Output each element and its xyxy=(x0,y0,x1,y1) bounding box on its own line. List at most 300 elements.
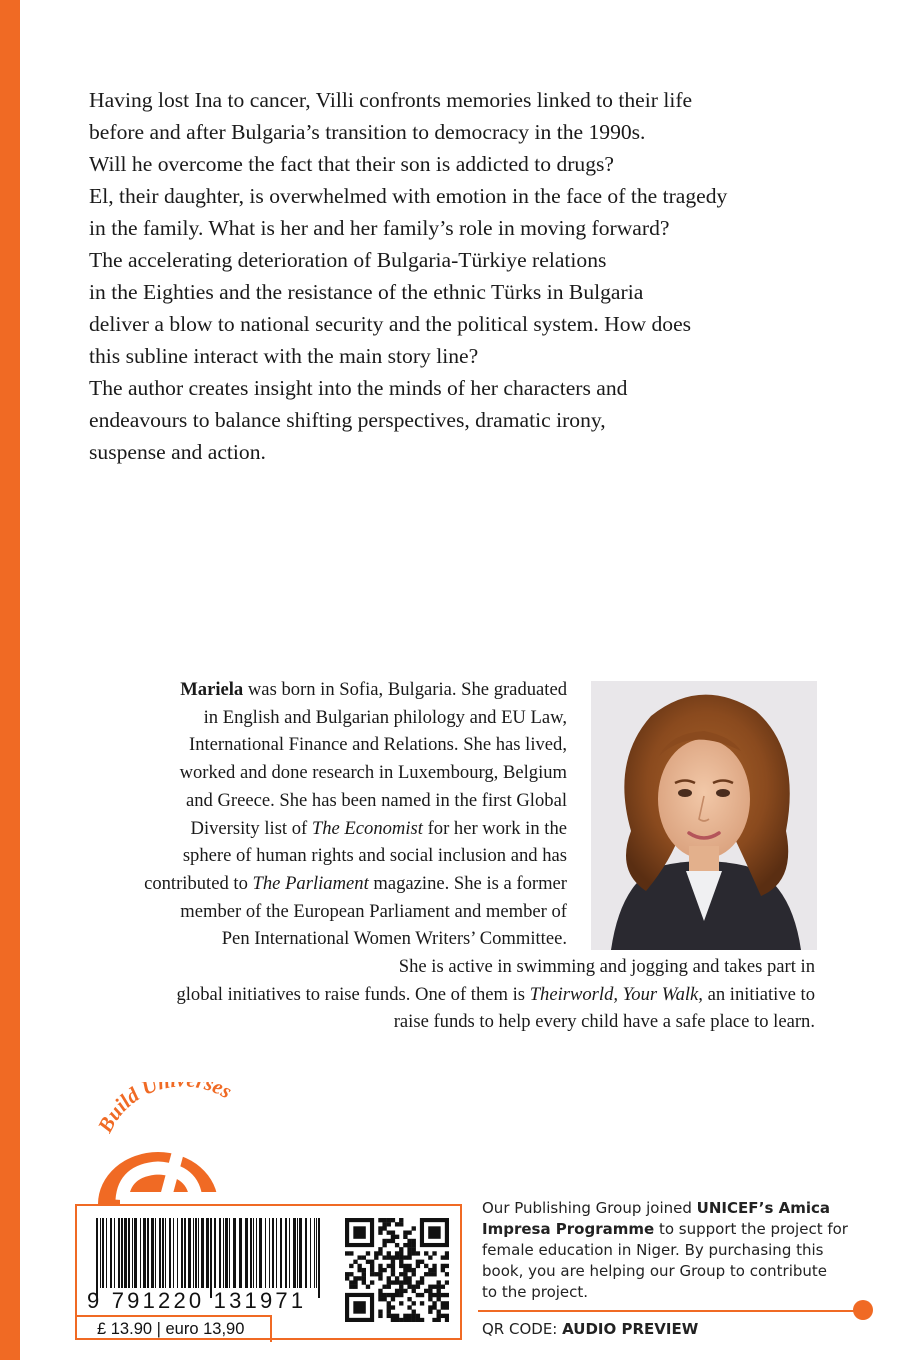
barcode-bar xyxy=(210,1218,212,1298)
qr-module xyxy=(391,1235,395,1239)
qr-module xyxy=(403,1268,407,1272)
qr-module xyxy=(370,1264,374,1268)
qr-module xyxy=(428,1289,432,1293)
qr-module xyxy=(445,1318,449,1322)
unicef-line: book, you are helping our Group to contribute xyxy=(482,1262,828,1280)
blurb-line: Will he overcome the fact that their son is addicted to drugs? xyxy=(89,152,615,176)
qr-module xyxy=(378,1297,382,1301)
barcode-bar xyxy=(134,1218,137,1288)
qr-module xyxy=(407,1305,411,1309)
publication-title: The Economist xyxy=(311,817,423,839)
qr-module xyxy=(378,1247,382,1251)
qr-module xyxy=(412,1226,416,1230)
barcode-bar xyxy=(250,1218,252,1288)
qr-module xyxy=(420,1276,424,1280)
qr-module xyxy=(424,1272,428,1276)
qr-module xyxy=(387,1305,391,1309)
qr-module xyxy=(432,1301,436,1305)
qr-module xyxy=(399,1264,403,1268)
qr-module xyxy=(387,1293,391,1297)
qr-module xyxy=(391,1297,395,1301)
qr-module xyxy=(370,1280,374,1284)
barcode-bar xyxy=(181,1218,183,1288)
qr-module xyxy=(407,1251,411,1255)
qr-module xyxy=(441,1264,445,1268)
qr-module xyxy=(403,1289,407,1293)
qr-module xyxy=(387,1301,391,1305)
barcode-price-box xyxy=(75,1204,462,1340)
qr-module xyxy=(353,1285,357,1289)
qr-module xyxy=(391,1239,395,1243)
qr-module xyxy=(424,1251,428,1255)
publication-title: The Parliament xyxy=(252,872,369,894)
qr-module xyxy=(432,1251,436,1255)
qr-module xyxy=(378,1230,382,1234)
qr-module xyxy=(399,1251,403,1255)
qr-module xyxy=(399,1293,403,1297)
qr-module xyxy=(357,1268,361,1272)
qr-module xyxy=(357,1264,361,1268)
qr-module xyxy=(370,1272,374,1276)
bio-line: sphere of human rights and social inclusion and has xyxy=(182,845,567,867)
qr-module xyxy=(374,1272,378,1276)
qr-module xyxy=(441,1314,445,1318)
qr-module xyxy=(445,1272,449,1276)
qr-module xyxy=(395,1314,399,1318)
qr-finder-pattern xyxy=(353,1226,365,1238)
qr-module xyxy=(382,1268,386,1272)
qr-module xyxy=(399,1285,403,1289)
barcode-bar xyxy=(165,1218,166,1288)
qr-module xyxy=(445,1251,449,1255)
barcode-bar xyxy=(188,1218,191,1288)
qr-module xyxy=(391,1314,395,1318)
qr-module xyxy=(362,1272,366,1276)
qr-module xyxy=(399,1222,403,1226)
qr-module xyxy=(407,1247,411,1251)
qr-module xyxy=(407,1255,411,1259)
qr-module xyxy=(378,1264,382,1268)
qr-module xyxy=(441,1268,445,1272)
qr-module xyxy=(387,1285,391,1289)
barcode-bar xyxy=(140,1218,141,1288)
qr-module xyxy=(378,1251,382,1255)
blurb-line: in the family. What is her and her family’s role in moving forward? xyxy=(89,216,670,240)
qr-module xyxy=(399,1255,403,1259)
divider-line xyxy=(478,1310,858,1312)
qr-module xyxy=(382,1239,386,1243)
qr-module xyxy=(416,1314,420,1318)
bio-line: Pen International Women Writers’ Committee. xyxy=(221,928,567,950)
qr-module xyxy=(437,1285,441,1289)
barcode-bar xyxy=(162,1218,164,1288)
barcode-bar xyxy=(198,1218,199,1288)
barcode-bar xyxy=(272,1218,274,1288)
barcode-bar xyxy=(229,1218,230,1288)
qr-module xyxy=(382,1255,386,1259)
qr-module xyxy=(366,1251,370,1255)
barcode-bar xyxy=(225,1218,228,1288)
barcode-bar xyxy=(177,1218,178,1288)
bio-line: raise funds to help every child have a safe place to learn. xyxy=(393,1011,815,1033)
barcode-bar xyxy=(132,1218,133,1288)
qr-module xyxy=(403,1280,407,1284)
barcode-bar xyxy=(128,1218,130,1288)
bio-line: worked and done research in Luxembourg, Belgium xyxy=(179,762,567,784)
barcode-bar xyxy=(184,1218,186,1288)
qr-module xyxy=(412,1314,416,1318)
qr-module xyxy=(395,1251,399,1255)
qr-module xyxy=(420,1318,424,1322)
svg-text:Build Universes xyxy=(92,1082,236,1137)
barcode-bar xyxy=(173,1218,174,1288)
blurb-line: El, their daughter, is overwhelmed with emotion in the face of the tragedy xyxy=(89,184,728,208)
barcode-bar xyxy=(143,1218,146,1288)
blurb-line: suspense and action. xyxy=(89,440,266,464)
qr-module xyxy=(432,1305,436,1309)
divider-dot xyxy=(853,1300,873,1320)
qr-module xyxy=(407,1243,411,1247)
barcode-bar xyxy=(114,1218,115,1288)
qr-module xyxy=(445,1293,449,1297)
qr-module xyxy=(403,1235,407,1239)
qr-module xyxy=(403,1318,407,1322)
qr-module xyxy=(395,1280,399,1284)
qr-module xyxy=(370,1260,374,1264)
qr-module xyxy=(432,1264,436,1268)
qr-module xyxy=(387,1255,391,1259)
bio-line: in English and Bulgarian philology and EU Law, xyxy=(203,706,567,728)
barcode-bar xyxy=(110,1218,112,1288)
barcode-bar xyxy=(124,1218,127,1288)
barcode-bar xyxy=(159,1218,161,1288)
qr-module xyxy=(403,1264,407,1268)
barcode-bar xyxy=(206,1218,209,1288)
qr-module xyxy=(391,1260,395,1264)
qr-module xyxy=(403,1243,407,1247)
orange-spine-stripe xyxy=(0,0,20,1360)
barcode-bar xyxy=(316,1218,317,1288)
barcode-bar xyxy=(280,1218,282,1288)
qr-module xyxy=(378,1289,382,1293)
qr-module xyxy=(395,1255,399,1259)
logo-text: Build U ses xyxy=(92,1082,237,1137)
blurb-line: deliver a blow to national security and the political system. How does xyxy=(89,312,692,336)
barcode-bar xyxy=(253,1218,254,1288)
qr-module xyxy=(407,1318,411,1322)
barcode-bar xyxy=(259,1218,262,1288)
barcode-bar xyxy=(297,1218,298,1288)
qr-module xyxy=(395,1318,399,1322)
barcode-bar xyxy=(318,1218,320,1298)
qr-module xyxy=(416,1318,420,1322)
barcode-bar xyxy=(121,1218,123,1288)
bio-line: Diversity list of The Economist for her work in the xyxy=(190,817,567,839)
qr-module xyxy=(432,1268,436,1272)
qr-module xyxy=(412,1251,416,1255)
publisher-logo xyxy=(80,1082,280,1212)
barcode-bar xyxy=(102,1218,104,1288)
qr-module xyxy=(391,1280,395,1284)
barcode-bar xyxy=(265,1218,266,1288)
qr-module xyxy=(391,1305,395,1309)
qr-module xyxy=(445,1301,449,1305)
bio-line: She is active in swimming and jogging and takes part in xyxy=(398,956,815,978)
qr-module xyxy=(412,1239,416,1243)
qr-module xyxy=(407,1314,411,1318)
qr-module xyxy=(441,1305,445,1309)
barcode-bar xyxy=(106,1218,107,1288)
qr-module xyxy=(382,1222,386,1226)
barcode-bar xyxy=(239,1218,242,1288)
qr-module xyxy=(395,1289,399,1293)
qr-finder-pattern xyxy=(428,1226,440,1238)
blurb-line: in the Eighties and the resistance of the ethnic Türks in Bulgaria xyxy=(89,280,644,304)
qr-module xyxy=(437,1310,441,1314)
qr-module xyxy=(437,1297,441,1301)
qr-module xyxy=(345,1272,349,1276)
qr-module xyxy=(378,1268,382,1272)
qr-module xyxy=(420,1293,424,1297)
unicef-line: to the project. xyxy=(482,1283,589,1301)
qr-module xyxy=(437,1289,441,1293)
qr-module xyxy=(420,1260,424,1264)
qr-module xyxy=(378,1272,382,1276)
qr-module xyxy=(382,1243,386,1247)
qr-module xyxy=(399,1247,403,1251)
qr-module xyxy=(407,1297,411,1301)
barcode-bar xyxy=(147,1218,149,1288)
qr-module xyxy=(391,1218,395,1222)
qr-module xyxy=(416,1251,420,1255)
author-bio xyxy=(95,676,815,1036)
qr-module xyxy=(378,1218,382,1222)
qr-module xyxy=(428,1255,432,1259)
qr-module xyxy=(366,1285,370,1289)
qr-module xyxy=(395,1222,399,1226)
qr-module xyxy=(412,1318,416,1322)
barcode-bar xyxy=(100,1218,101,1288)
qr-module xyxy=(353,1260,357,1264)
qr-module xyxy=(428,1285,432,1289)
qr-module xyxy=(378,1276,382,1280)
qr-module xyxy=(437,1318,441,1322)
qr-module xyxy=(412,1272,416,1276)
qr-module xyxy=(399,1272,403,1276)
qr-module xyxy=(399,1289,403,1293)
qr-module xyxy=(407,1264,411,1268)
qr-module xyxy=(416,1285,420,1289)
qr-module xyxy=(353,1276,357,1280)
blurb-line: before and after Bulgaria’s transition to democracy in the 1990s. xyxy=(89,120,646,144)
qr-module xyxy=(387,1276,391,1280)
qr-module xyxy=(407,1276,411,1280)
barcode-bar xyxy=(169,1218,171,1288)
bio-line: member of the European Parliament and member of xyxy=(180,900,567,922)
barcode-bar xyxy=(285,1218,287,1288)
barcode-bar xyxy=(299,1218,302,1288)
qr-module xyxy=(403,1276,407,1280)
qr-module xyxy=(403,1272,407,1276)
qr-module xyxy=(378,1314,382,1318)
qr-module xyxy=(399,1260,403,1264)
qr-module xyxy=(345,1276,349,1280)
qr-module xyxy=(412,1268,416,1272)
qr-module xyxy=(412,1310,416,1314)
unicef-line: Impresa Programme to support the project for xyxy=(482,1220,848,1238)
qr-module xyxy=(395,1235,399,1239)
qr-module xyxy=(424,1264,428,1268)
qr-module xyxy=(391,1268,395,1272)
qr-code[interactable] xyxy=(345,1218,449,1322)
qr-module xyxy=(428,1268,432,1272)
qr-module xyxy=(357,1276,361,1280)
qr-module xyxy=(428,1297,432,1301)
qr-module xyxy=(412,1243,416,1247)
qr-module xyxy=(362,1255,366,1259)
qr-module xyxy=(387,1218,391,1222)
qr-module xyxy=(416,1293,420,1297)
qr-module xyxy=(399,1218,403,1222)
barcode-bar xyxy=(214,1218,216,1288)
qr-module xyxy=(432,1285,436,1289)
unicef-line: female education in Niger. By purchasing this xyxy=(482,1241,824,1259)
qr-module xyxy=(428,1310,432,1314)
qr-module xyxy=(437,1293,441,1297)
qr-module xyxy=(403,1230,407,1234)
qr-code-label: QR CODE: AUDIO PREVIEW xyxy=(482,1320,699,1338)
barcode-bar xyxy=(151,1218,154,1288)
barcode-bar xyxy=(289,1218,290,1288)
bio-line: International Finance and Relations. She has lived, xyxy=(189,734,567,756)
barcode-bar xyxy=(195,1218,197,1288)
qr-module xyxy=(432,1318,436,1322)
blurb-line: The accelerating deterioration of Bulgaria-Türkiye relations xyxy=(89,248,607,272)
qr-module xyxy=(357,1255,361,1259)
qr-module xyxy=(399,1301,403,1305)
qr-module xyxy=(432,1293,436,1297)
qr-module xyxy=(382,1285,386,1289)
barcode-bar xyxy=(233,1218,236,1288)
qr-module xyxy=(362,1268,366,1272)
barcode-bar xyxy=(201,1218,204,1288)
barcode-bar xyxy=(293,1218,296,1288)
author-name: Mariela xyxy=(180,679,244,700)
qr-module xyxy=(387,1239,391,1243)
qr-module xyxy=(420,1280,424,1284)
qr-module xyxy=(349,1280,353,1284)
barcode-bar xyxy=(223,1218,224,1288)
qr-module xyxy=(345,1251,349,1255)
qr-module xyxy=(387,1251,391,1255)
qr-module xyxy=(387,1222,391,1226)
qr-module xyxy=(391,1230,395,1234)
qr-module xyxy=(395,1293,399,1297)
qr-module xyxy=(387,1314,391,1318)
qr-module xyxy=(387,1310,391,1314)
blurb-line: endeavours to balance shifting perspectives, dramatic irony, xyxy=(89,408,606,432)
qr-module xyxy=(395,1243,399,1247)
qr-module xyxy=(378,1226,382,1230)
qr-module xyxy=(437,1314,441,1318)
barcode-bar xyxy=(276,1218,277,1288)
barcode-bar xyxy=(314,1218,315,1288)
qr-module xyxy=(374,1255,378,1259)
qr-module xyxy=(407,1239,411,1243)
qr-module xyxy=(412,1289,416,1293)
qr-module xyxy=(416,1264,420,1268)
barcode-bar xyxy=(305,1218,307,1288)
qr-module xyxy=(391,1318,395,1322)
qr-module xyxy=(399,1318,403,1322)
blurb-line: Having lost Ina to cancer, Villi confronts memories linked to their life xyxy=(89,88,693,112)
qr-finder-pattern xyxy=(353,1301,365,1313)
qr-module xyxy=(407,1268,411,1272)
qr-module xyxy=(349,1272,353,1276)
qr-module xyxy=(445,1305,449,1309)
barcode-bar xyxy=(256,1218,257,1288)
qr-module xyxy=(387,1230,391,1234)
qr-module xyxy=(445,1314,449,1318)
qr-module xyxy=(399,1280,403,1284)
qr-module xyxy=(391,1264,395,1268)
qr-module xyxy=(382,1218,386,1222)
qr-module xyxy=(416,1280,420,1284)
blurb-line: The author creates insight into the minds of her characters and xyxy=(89,376,628,400)
qr-module xyxy=(412,1247,416,1251)
initiative-name: Theirworld, Your Walk, xyxy=(529,983,703,1005)
qr-module xyxy=(391,1255,395,1259)
barcode-bar xyxy=(118,1218,120,1288)
qr-module xyxy=(407,1280,411,1284)
barcode-bar xyxy=(155,1218,156,1288)
qr-module xyxy=(391,1293,395,1297)
qr-module xyxy=(432,1272,436,1276)
qr-module xyxy=(349,1264,353,1268)
qr-module xyxy=(387,1264,391,1268)
qr-module xyxy=(428,1305,432,1309)
qr-module xyxy=(441,1301,445,1305)
qr-module xyxy=(445,1280,449,1284)
bio-line: global initiatives to raise funds. One of them is Theirworld, Your Walk, an initiative to xyxy=(176,983,815,1005)
qr-module xyxy=(395,1276,399,1280)
barcode-bar xyxy=(219,1218,221,1288)
qr-module xyxy=(428,1293,432,1297)
barcode-bar xyxy=(269,1218,270,1288)
qr-module xyxy=(445,1255,449,1259)
bio-line: Mariela was born in Sofia, Bulgaria. She graduated xyxy=(180,679,567,700)
qr-module xyxy=(424,1289,428,1293)
qr-module xyxy=(412,1285,416,1289)
qr-module xyxy=(391,1272,395,1276)
qr-module xyxy=(362,1280,366,1284)
qr-module xyxy=(349,1251,353,1255)
qr-module xyxy=(378,1293,382,1297)
barcode-bar xyxy=(245,1218,248,1288)
barcode-bar xyxy=(96,1218,98,1298)
blurb-line: this subline interact with the main story line? xyxy=(89,344,479,368)
qr-module xyxy=(349,1285,353,1289)
qr-module xyxy=(387,1280,391,1284)
bio-line: contributed to The Parliament magazine. She is a former xyxy=(144,872,567,894)
book-blurb xyxy=(89,84,849,468)
unicef-note xyxy=(482,1198,852,1303)
qr-module xyxy=(441,1255,445,1259)
qr-module xyxy=(441,1293,445,1297)
qr-module xyxy=(374,1251,378,1255)
qr-module xyxy=(403,1314,407,1318)
qr-module xyxy=(445,1264,449,1268)
